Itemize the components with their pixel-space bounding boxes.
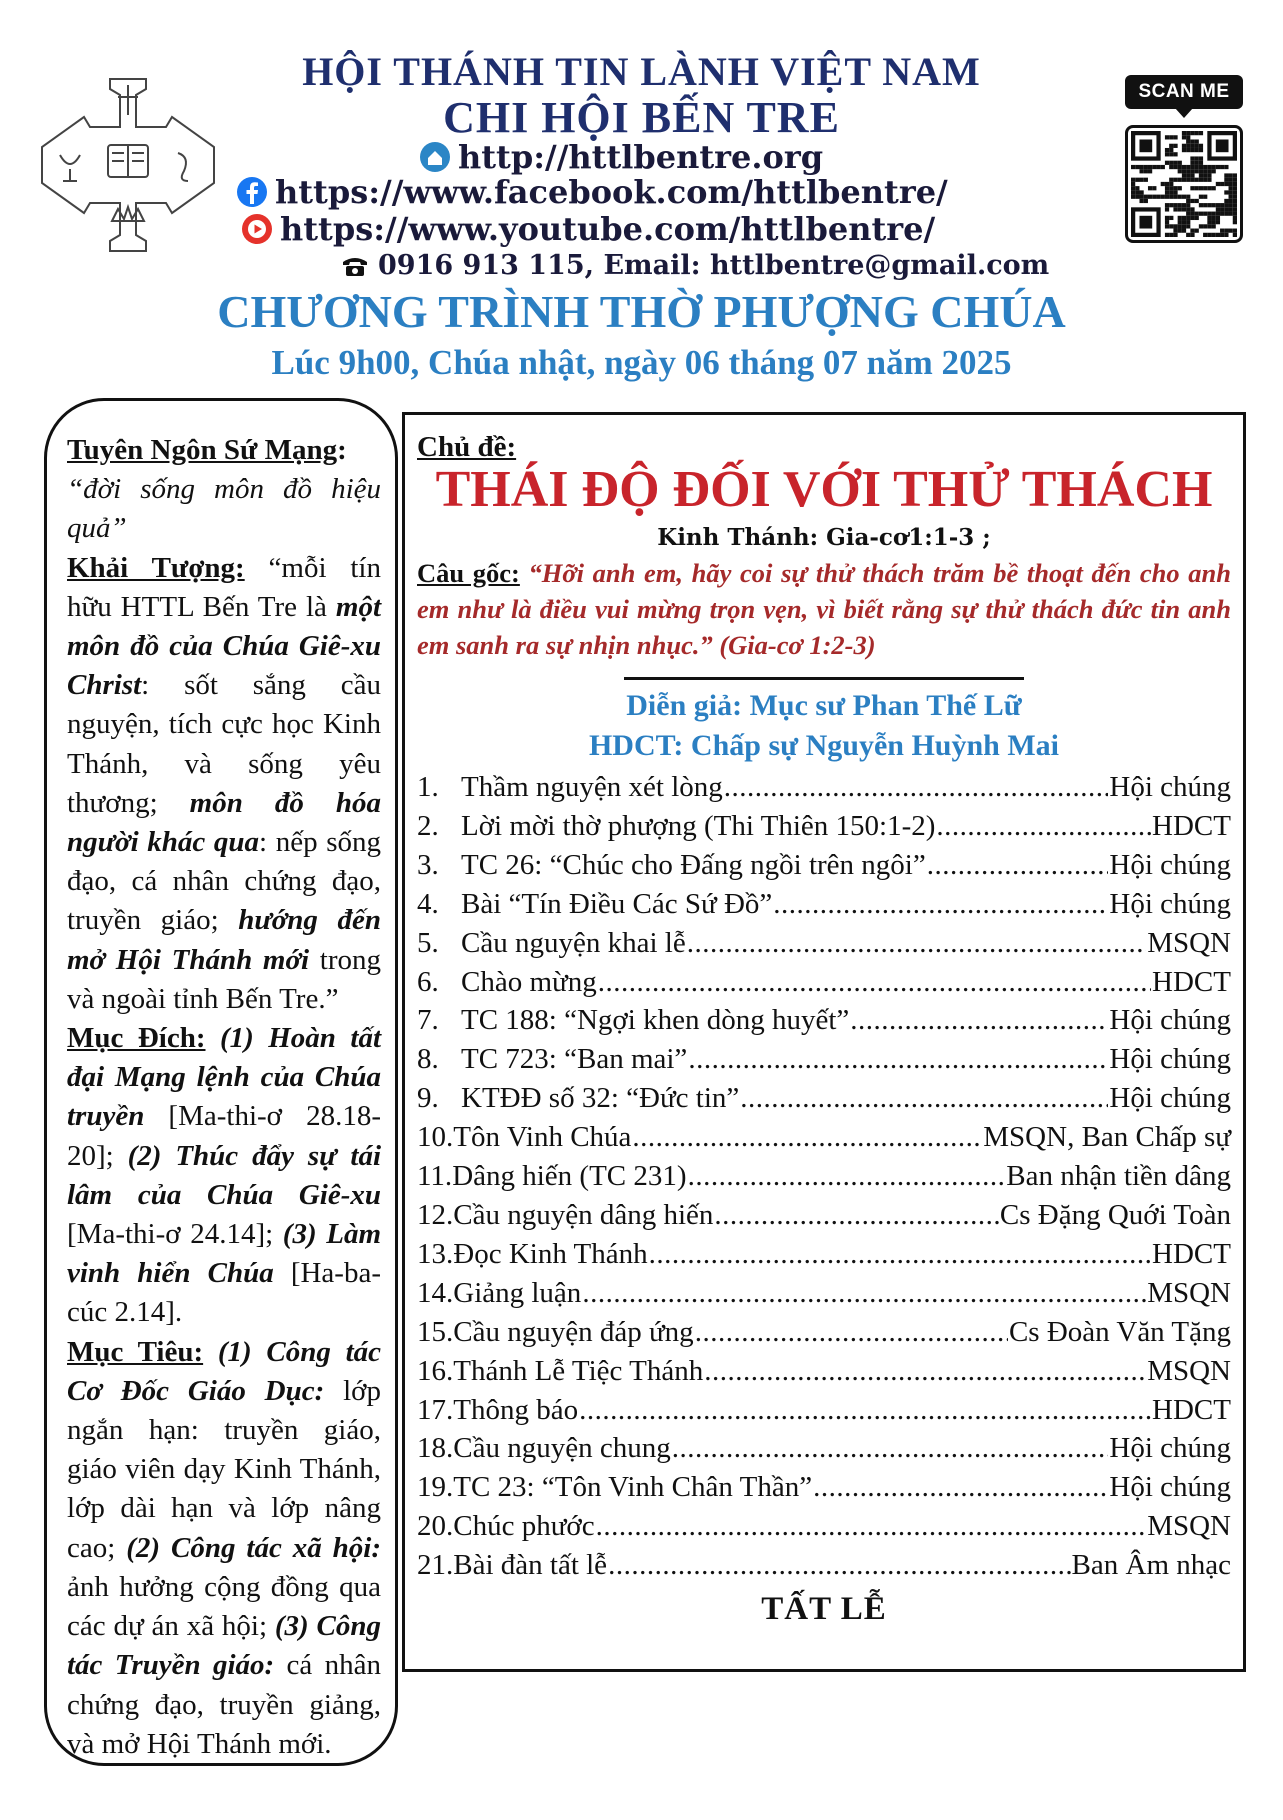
- vision-emphasis-1: một môn đồ của Chúa Giê-xu Christ: [67, 590, 382, 702]
- program-item: 2. Lời mời thờ phượng (Thi Thiên 150:1-2) ..... HDCT: [417, 807, 1231, 846]
- program-item: 8. TC 723: “Ban mai” ..... Hội chúng: [417, 1040, 1231, 1079]
- program-item: 6. Chào mừng ..... HDCT: [417, 963, 1231, 1002]
- program-item: 5. Cầu nguyện khai lễ ..... MSQN: [417, 924, 1231, 963]
- vision-label: Khải Tượng:: [67, 551, 245, 584]
- program-item: 4. Bài “Tín Điều Các Sứ Đồ” ..... Hội chúng: [417, 885, 1231, 924]
- host: HDCT: Chấp sự Nguyễn Huỳnh Mai: [588, 729, 1060, 762]
- home-icon: [420, 142, 450, 172]
- vision-emphasis-2: môn đồ hóa người khác qua: [67, 786, 381, 859]
- program-items: [417, 768, 1231, 1585]
- program-item: 14. Giảng luận ..... MSQN: [417, 1274, 1231, 1313]
- vision-emphasis-3: hướng đến mở Hội Thánh mới: [67, 904, 382, 976]
- program-item: 13. Đọc Kinh Thánh ..... HDCT: [417, 1235, 1231, 1274]
- program-date: Lúc 9h00, Chúa nhật, ngày 06 tháng 07 năm 2025: [271, 343, 1012, 382]
- order-of-service-panel: [402, 412, 1246, 1672]
- qr-code-block[interactable]: [1125, 75, 1243, 243]
- topic-title: THÁI ĐỘ ĐỐI VỚI THỬ THÁCH: [435, 461, 1213, 518]
- mission-panel: Tuyên Ngôn Sứ Mạng: “đời sống môn đồ hiệu quả” Khải Tượng: “mỗi tín hữu HTTL Bến Tre là một môn đồ của Chúa Giê-xu Christ: sốt sắng cầu nguyện, tích cực học Kinh Thánh, và sống yêu thương; môn đồ hóa người khác qua: nếp sống đạo, cá nhân chứng đạo, truyền giáo; hướng đến mở Hội Thánh mới trong và ngoài tỉnh Bến Tre.” Mục Đích: (1) Hoàn tất đại Mạng lệnh của Chúa truyền [Ma-thi-ơ 28.18-20]; (2) Thúc đẩy sự tái lâm của Chúa Giê-xu [Ma-thi-ơ 24.14]; (3) Làm vinh hiển Chúa [Ha-ba-cúc 2.14]. Mục Tiêu: (1) Công tác Cơ Đốc Giáo Dục: lớp ngắn hạn: truyền giáo, giáo viên dạy Kinh Thánh, lớp dài hạn và lớp nâng cao; (2) Công tác xã hội: ảnh hưởng cộng đồng qua các dự án xã hội; (3) Công tác Truyền giáo: cá nhân chứng đạo, truyền giảng, và mở Hội Thánh mới.: [44, 398, 398, 1766]
- org-name-branch: CHI HỘI BẾN TRE: [443, 93, 840, 142]
- bulletin-header: [0, 0, 1283, 395]
- closing-text: TẤT LỄ: [761, 1591, 887, 1628]
- purpose-label: Mục Đích:: [67, 1022, 206, 1055]
- website-url: http://httlbentre.org: [458, 138, 824, 176]
- program-item: 17. Thông báo ..... HDCT: [417, 1391, 1231, 1430]
- key-verse-text: “Hỡi anh em, hãy coi sự thử thách trăm bề thoạt đến cho anh em như là điều vui mừng trọn vẹn, vì biết rằng sự thử thách đức tin anh em sanh ra sự nhịn nhục.” (Gia-cơ 1:2-3): [417, 558, 1232, 660]
- goal-emphasis-1: (1) Công tác Cơ Đốc Giáo Dục:: [67, 1335, 382, 1407]
- divider: [624, 677, 1024, 680]
- purpose-text-2: [Ma-thi-ơ 24.14];: [67, 1218, 274, 1251]
- scripture-reference: Kinh Thánh: Gia-cơ1:1-3 ;: [657, 524, 991, 551]
- vision-text-2: : sốt sắng cầu nguyện, tích cực học Kinh Thánh, và sống yêu thương;: [67, 669, 381, 819]
- purpose-emphasis-3: (3) Làm vinh hiển Chúa: [67, 1218, 382, 1290]
- goal-emphasis-2: (2) Công tác xã hội:: [126, 1531, 382, 1564]
- goal-text-2: ảnh hưởng cộng đồng qua các dự án xã hội;: [67, 1570, 381, 1643]
- youtube-link[interactable]: [242, 210, 935, 248]
- program-item: 21. Bài đàn tất lễ ..... Ban Âm nhạc: [417, 1546, 1231, 1585]
- program-item: 20. Chúc phước ..... MSQN: [417, 1507, 1231, 1546]
- program-item: 19. TC 23: “Tôn Vinh Chân Thần” ..... Hội chúng: [417, 1468, 1231, 1507]
- goal-label: Mục Tiêu:: [67, 1335, 204, 1368]
- contact-line: [340, 250, 1049, 281]
- mission-text: “đời sống môn đồ hiệu quả”: [67, 473, 381, 545]
- key-verse: [417, 555, 1231, 663]
- qr-code[interactable]: [1125, 125, 1243, 243]
- program-item: 15. Cầu nguyện đáp ứng ..... Cs Đoàn Văn Tặng: [417, 1313, 1231, 1352]
- program-title: CHƯƠNG TRÌNH THỜ PHƯỢNG CHÚA: [217, 286, 1066, 337]
- key-verse-label: Câu gốc:: [417, 558, 520, 588]
- vision-text-4: trong và ngoài tỉnh Bến Tre.”: [67, 943, 382, 1015]
- program-item: 16. Thánh Lễ Tiệc Thánh ..... MSQN: [417, 1352, 1231, 1391]
- program-item: 9. KTĐĐ số 32: “Đức tin” ..... Hội chúng: [417, 1079, 1231, 1118]
- purpose-text-1: [Ma-thi-ơ 28.18-20];: [67, 1100, 381, 1172]
- program-item: 3. TC 26: “Chúc cho Đấng ngồi trên ngôi” ..... Hội chúng: [417, 846, 1231, 885]
- topic-label: Chủ đề:: [417, 431, 517, 463]
- phone-icon: [340, 254, 370, 278]
- goal-emphasis-3: (3) Công tác Truyền giáo:: [67, 1610, 381, 1682]
- goal-text-3: cá nhân chứng đạo, truyền giảng, và mở Hội Thánh mới.: [67, 1649, 381, 1760]
- goal-text-1: lớp ngắn hạn: truyền giáo, giáo viên dạy Kinh Thánh, lớp dài hạn và lớp nâng cao;: [67, 1374, 382, 1564]
- youtube-icon: [242, 214, 272, 244]
- facebook-link[interactable]: [237, 173, 948, 211]
- vision-text-1: “mỗi tín hữu HTTL Bến Tre là: [67, 551, 381, 623]
- program-item: 1. Thầm nguyện xét lòng ..... Hội chúng: [417, 768, 1231, 807]
- program-item: 7. TC 188: “Ngợi khen dòng huyết” ..... Hội chúng: [417, 1001, 1231, 1040]
- youtube-url: https://www.youtube.com/httlbentre/: [280, 210, 936, 248]
- program-item: 18. Cầu nguyện chung ..... Hội chúng: [417, 1429, 1231, 1468]
- facebook-url: https://www.facebook.com/httlbentre/: [275, 173, 948, 211]
- purpose-text-3: [Ha-ba-cúc 2.14].: [67, 1257, 381, 1329]
- speaker: Diễn giả: Mục sư Phan Thế Lữ: [626, 689, 1022, 722]
- purpose-emphasis-2: (2) Thúc đẩy sự tái lâm của Chúa Giê-xu: [67, 1139, 382, 1211]
- org-name-national: HỘI THÁNH TIN LÀNH VIỆT NAM: [302, 49, 981, 94]
- program-item: 12. Cầu nguyện dâng hiến ..... Cs Đặng Quới Toàn: [417, 1196, 1231, 1235]
- purpose-emphasis-1: (1) Hoàn tất đại Mạng lệnh của Chúa truyền: [67, 1022, 382, 1133]
- mission-label: Tuyên Ngôn Sứ Mạng: [67, 434, 338, 466]
- vision-text-3: : nếp sống đạo, cá nhân chứng đạo, truyền giáo;: [67, 826, 381, 937]
- facebook-icon: [237, 177, 267, 207]
- scan-me-label: SCAN ME: [1125, 75, 1243, 109]
- program-item: 11. Dâng hiến (TC 231) ..... Ban nhận tiền dâng: [417, 1157, 1231, 1196]
- contact-text: 0916 913 115, Email: httlbentre@gmail.com: [378, 250, 1050, 281]
- program-item: 10. Tôn Vinh Chúa ..... MSQN, Ban Chấp sự: [417, 1118, 1231, 1157]
- website-link[interactable]: [420, 138, 823, 176]
